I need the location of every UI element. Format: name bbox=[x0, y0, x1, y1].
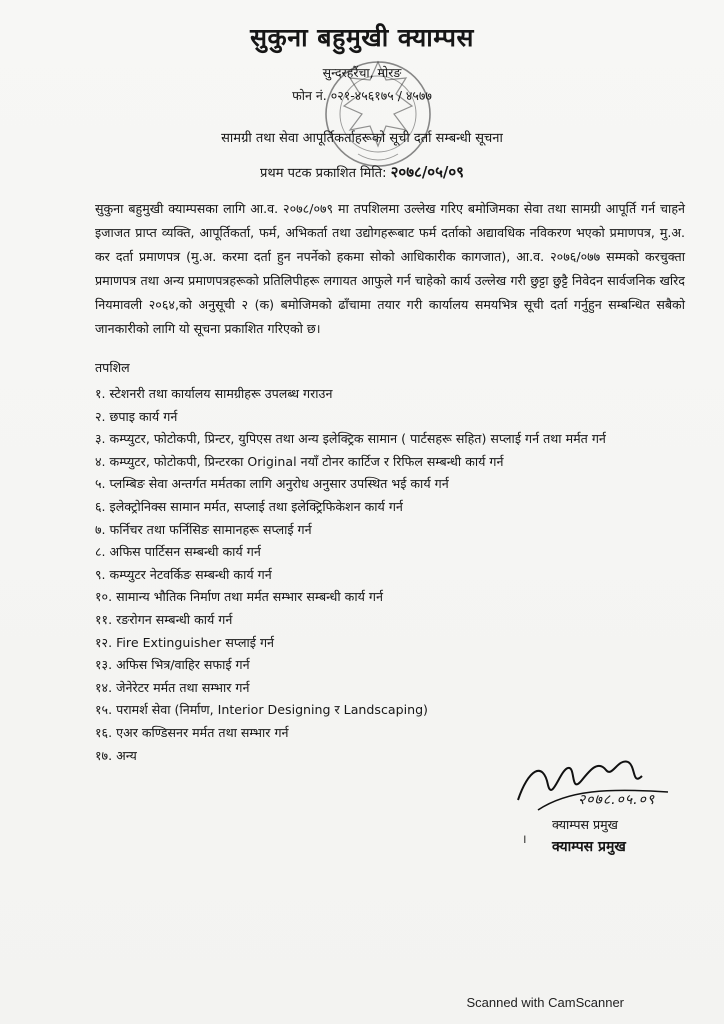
notice-subject: सामग्री तथा सेवा आपूर्तिकर्ताहरूको सूची दर्ता सम्बन्धी सूचना bbox=[221, 131, 503, 146]
list-item: ९. कम्प्युटर नेटवर्किङ सम्बन्धी कार्य गर्न bbox=[95, 566, 272, 582]
list-item: ७. फर्निचर तथा फर्निसिङ सामानहरू सप्लाई गर्न bbox=[95, 521, 312, 537]
published-line bbox=[0, 162, 724, 182]
list-item: १४. जेनेरेटर मर्मत तथा सम्भार गर्न bbox=[95, 679, 250, 695]
published-date: २०७८/०५/०९ bbox=[390, 163, 464, 181]
list-item: ११. रङरोगन सम्बन्धी कार्य गर्न bbox=[95, 611, 233, 627]
list-item: ८. अफिस पार्टिसन सम्बन्धी कार्य गर्न bbox=[95, 544, 261, 560]
list-item: ३. कम्प्युटर, फोटोकपी, प्रिन्टर, युपिएस तथा अन्य इलेक्ट्रिक सामान ( पार्टसहरू सहित) सप्लाई गर्न तथा मर्मत गर्न bbox=[95, 431, 606, 447]
list-item: १२. Fire Extinguisher सप्लाई गर्न bbox=[95, 634, 275, 650]
list-item: १७. अन्य bbox=[95, 747, 137, 763]
service-list bbox=[95, 383, 715, 767]
list-item: १३. अफिस भित्र/वाहिर सफाई गर्न bbox=[95, 657, 250, 673]
signatory-stamp: क्याम्पस प्रमुख bbox=[552, 839, 626, 855]
signatory-role: क्याम्पस प्रमुख bbox=[552, 817, 618, 832]
campus-title: सुकुना बहुमुखी क्याम्पस bbox=[250, 23, 474, 52]
list-item: ५. प्लम्बिङ सेवा अन्तर्गत मर्मतका लागि अनुरोध अनुसार उपस्थित भई कार्य गर्न bbox=[95, 476, 449, 492]
list-item: १६. एअर कण्डिसनर मर्मत तथा सम्भार गर्न bbox=[95, 724, 289, 740]
list-item: ६. इलेक्ट्रोनिक्स सामान मर्मत, सप्लाई तथा इलेक्ट्रिफिकेशन कार्य गर्न bbox=[95, 498, 403, 514]
notice-paragraph: सुकुना बहुमुखी क्याम्पसका लागि आ.व. २०७८/०७९ मा तपशिलमा उल्लेख गरिए बमोजिमका सेवा तथा सामग्री आपूर्ति गर्न चाहने इजाजत प्राप्त व्यक्ति, आपूर्तिकर्ता, फर्म, अभिकर्ता तथा उद्योगहरूबाट फर्म दर्ताको अद्यावधिक नविकरण भएको प्रमाणपत्र, मु.अ. कर दर्ता प्रमाणपत्र (मु.अ. करमा दर्ता हुन नपर्नेको हकमा सोको आधिकारीक कागजात), आ.व. २०७६/०७७ सम्मको करचुक्ता प्रमाणपत्र तथा अन्य प्रमाणपत्रहरूको प्रतिलिपीहरू लगायत आफुले गर्न चाहेको कार्य उल्लेख गरी छुट्टा छुट्टै निवेदन सार्वजनिक खरिद नियमावली २०६४,को अनुसूची २ (क) बमोजिमको ढाँचामा तयार गरी कार्यालय समयभित्र सूची दर्ता गर्नुहुन सम्बन्धित सबैको जानकारीको लागि यो सूचना प्रकाशित गरिएको छ। bbox=[95, 201, 685, 336]
list-item: १. स्टेशनरी तथा कार्यालय सामग्रीहरू उपलब्ध गराउन bbox=[95, 386, 333, 401]
campus-phone: फोन नं. ०२१-४५६१७५ / ४५७७ bbox=[292, 88, 432, 103]
list-item: १०. सामान्य भौतिक निर्माण तथा मर्मत सम्भार सम्बन्धी कार्य गर्न bbox=[95, 589, 383, 605]
campus-address: सुन्दरहरैंचा, मोरङ bbox=[322, 65, 402, 80]
list-heading: तपशिल bbox=[95, 360, 130, 375]
published-label: प्रथम पटक प्रकाशित मिति: bbox=[260, 166, 387, 181]
list-item: ४. कम्प्युटर, फोटोकपी, प्रिन्टरका Original नयाँ टोनर कार्टिज र रिफिल सम्बन्धी कार्य गर्न bbox=[95, 453, 504, 469]
list-item: २. छपाइ कार्य गर्न bbox=[95, 408, 178, 424]
list-item: १५. परामर्श सेवा (निर्माण, Interior Designing र Landscaping) bbox=[95, 702, 428, 718]
scanner-watermark: Scanned with CamScanner bbox=[466, 995, 624, 1010]
signature-date: २०७८.०५.०९ bbox=[578, 792, 656, 808]
signature-block bbox=[508, 740, 698, 870]
signature-tick: । bbox=[522, 832, 527, 846]
